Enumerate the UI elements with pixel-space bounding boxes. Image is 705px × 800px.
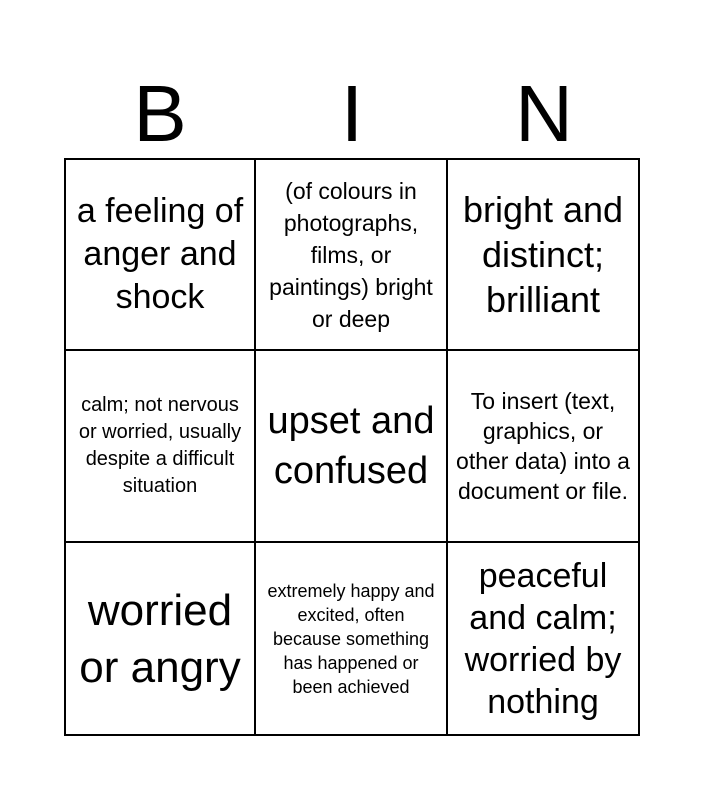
cell-text: a feeling of anger and shock [76,192,244,316]
bingo-cell-r2c1 [64,351,256,543]
bingo-grid [64,158,640,736]
cell-text: worried or angry [79,585,241,692]
bingo-cell-r3c2 [256,543,448,736]
bingo-cell-r2c2 [256,351,448,543]
bingo-cell-r3c1 [64,543,256,736]
cell-text: calm; not nervous or worried, usually despite a difficult situation [78,394,242,497]
bingo-cell-r2c3 [448,351,640,543]
cell-text: extremely happy and excited, often because something has happened or been achieved [267,580,435,697]
cell-text: (of colours in photographs, films, or paintings) bright or deep [269,177,433,332]
bingo-cell-r3c3 [448,543,640,736]
cell-text: peaceful and calm; worried by nothing [464,556,622,721]
cell-text: To insert (text, graphics, or other data) into a document or file. [456,388,630,504]
header-letter-b: B [133,69,187,158]
bingo-cell-r1c1 [64,158,256,351]
bingo-cell-r1c2 [256,158,448,351]
cell-text: bright and distinct; brilliant [462,189,624,320]
cell-text: upset and confused [267,400,435,492]
bingo-header [64,70,640,158]
bingo-cell-r1c3 [448,158,640,351]
header-letter-i: I [340,69,364,158]
header-letter-n: N [515,69,573,158]
